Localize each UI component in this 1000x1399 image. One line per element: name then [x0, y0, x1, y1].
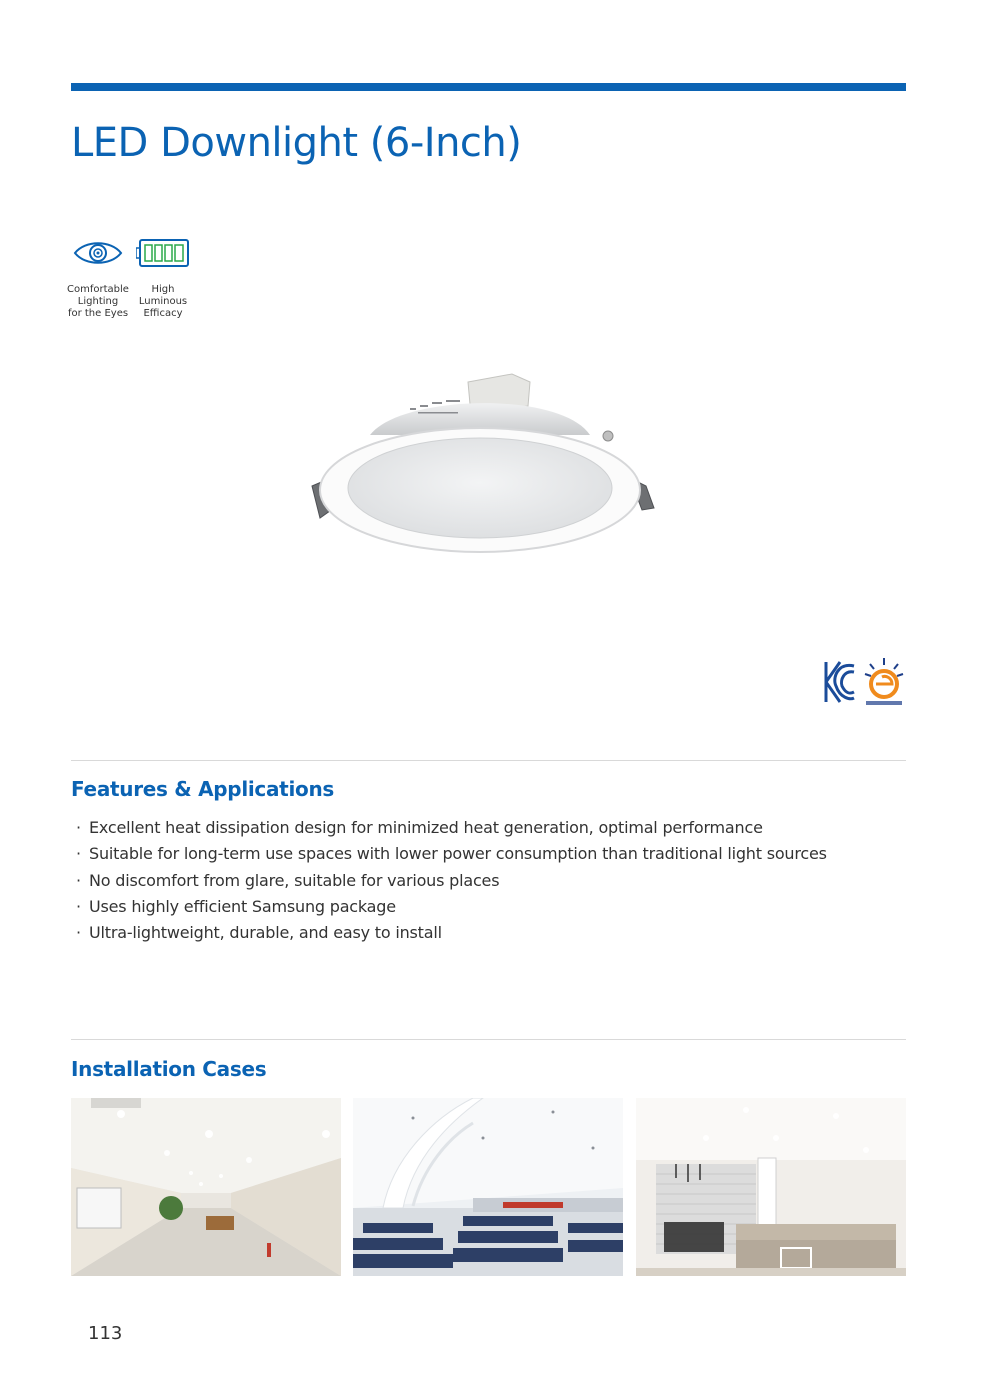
installation-photo-living-room	[636, 1098, 906, 1276]
page-title: LED Downlight (6-Inch)	[71, 120, 522, 166]
list-item: · No discomfort from glare, suitable for various places	[76, 870, 500, 890]
feature-high-efficacy	[123, 232, 203, 320]
list-item: · Uses highly efficient Samsung package	[76, 896, 396, 916]
installation-photo-corridor	[71, 1098, 341, 1276]
battery-icon	[123, 232, 203, 274]
list-item: · Suitable for long-term use spaces with lower power consumption than traditional light sources	[76, 844, 827, 864]
feature-label: High Luminous Efficacy	[138, 284, 188, 319]
section-divider	[71, 1039, 906, 1040]
high-efficiency-logo	[862, 656, 906, 708]
installation-heading: Installation Cases	[71, 1057, 267, 1081]
page-number: 113	[88, 1323, 123, 1344]
installation-photo-cafeteria	[353, 1098, 623, 1276]
features-list	[76, 815, 827, 946]
list-item: · Ultra-lightweight, durable, and easy to install	[76, 923, 442, 943]
list-item: · Excellent heat dissipation design for minimized heat generation, optimal performance	[76, 818, 763, 837]
kc-certification-logo	[820, 658, 860, 706]
section-divider	[71, 760, 906, 761]
feature-label: Comfortable Lighting for the Eyes	[67, 284, 129, 319]
product-image	[290, 360, 670, 570]
header-rule	[71, 83, 906, 91]
features-heading: Features & Applications	[71, 777, 334, 801]
